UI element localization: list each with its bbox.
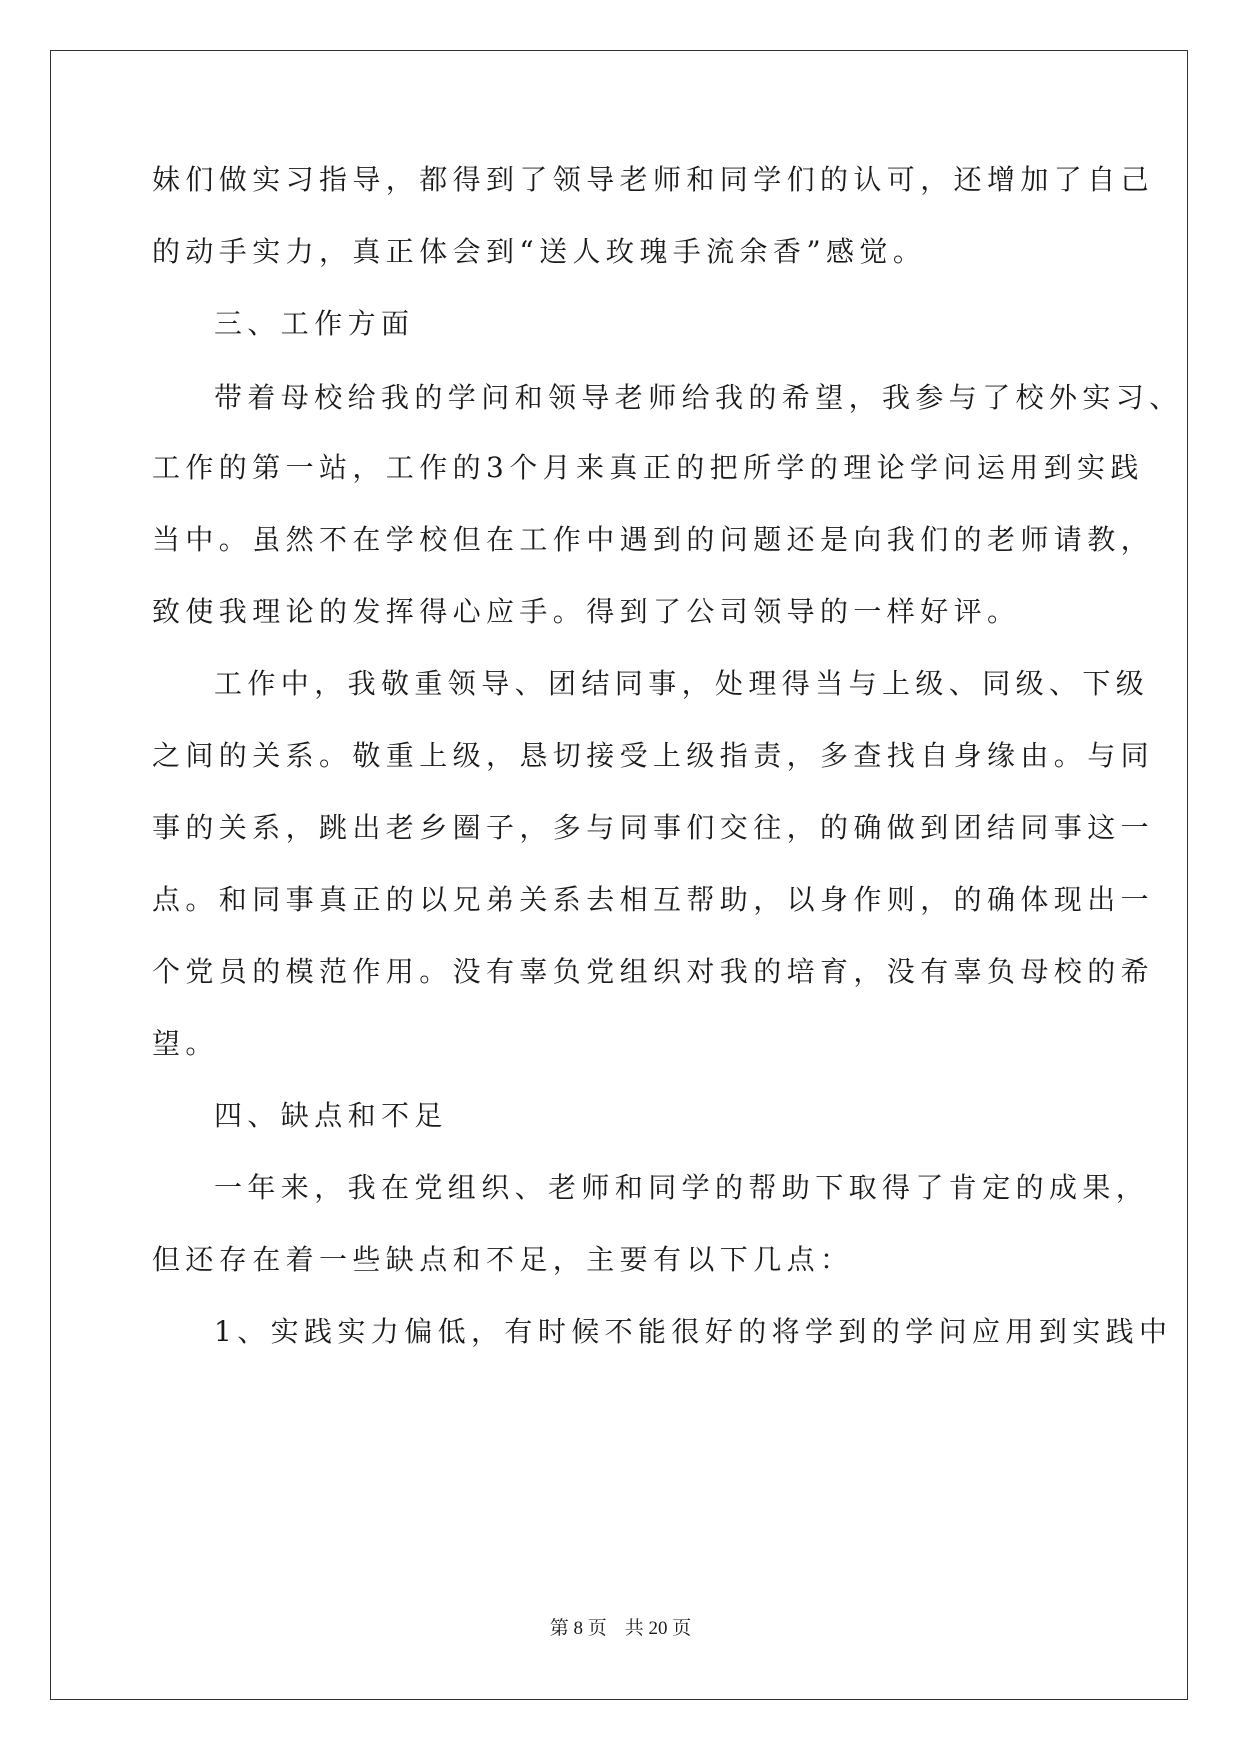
text-line: 妹们做实习指导，都得到了领导老师和同学们的认可，还增加了自己 <box>152 163 1155 196</box>
section-heading: 四、缺点和不足 <box>214 1099 448 1132</box>
text-line: 但还存在着一些缺点和不足，主要有以下几点： <box>152 1243 854 1276</box>
text-line: 点。和同事真正的以兄弟关系去相互帮助，以身作则，的确体现出一 <box>152 883 1155 916</box>
text-line: 一年来，我在党组织、老师和同学的帮助下取得了肯定的成果， <box>214 1171 1150 1204</box>
page-border <box>50 50 1188 1700</box>
text-line: 望。 <box>152 1027 219 1060</box>
text-line: 致使我理论的发挥得心应手。得到了公司领导的一样好评。 <box>152 595 1021 628</box>
text-line: 事的关系，跳出老乡圈子，多与同事们交往，的确做到团结同事这一 <box>152 811 1155 844</box>
text-line: 个党员的模范作用。没有辜负党组织对我的培育，没有辜负母校的希 <box>152 955 1155 988</box>
text-line: 之间的关系。敬重上级，恳切接受上级指责，多查找自身缘由。与同 <box>152 739 1155 772</box>
text-line: 1、实践实力偏低，有时候不能很好的将学到的学问应用到实践中 <box>214 1315 1173 1348</box>
text-line: 工作的第一站，工作的3个月来真正的把所学的理论学问运用到实践 <box>152 451 1144 484</box>
text-line: 工作中，我敬重领导、团结同事，处理得当与上级、同级、下级 <box>214 667 1150 700</box>
section-heading: 三、工作方面 <box>214 307 415 340</box>
text-line: 带着母校给我的学问和领导老师给我的希望，我参与了校外实习、 <box>214 381 1183 414</box>
page-total: 共 20 页 <box>624 1618 692 1639</box>
page-footer <box>0 1616 1241 1642</box>
page-number: 第 8 页 <box>549 1618 607 1639</box>
text-line: 的动手实力，真正体会到“送人玫瑰手流余香”感觉。 <box>152 235 927 268</box>
text-line: 当中。虽然不在学校但在工作中遇到的问题还是向我们的老师请教， <box>152 523 1155 556</box>
